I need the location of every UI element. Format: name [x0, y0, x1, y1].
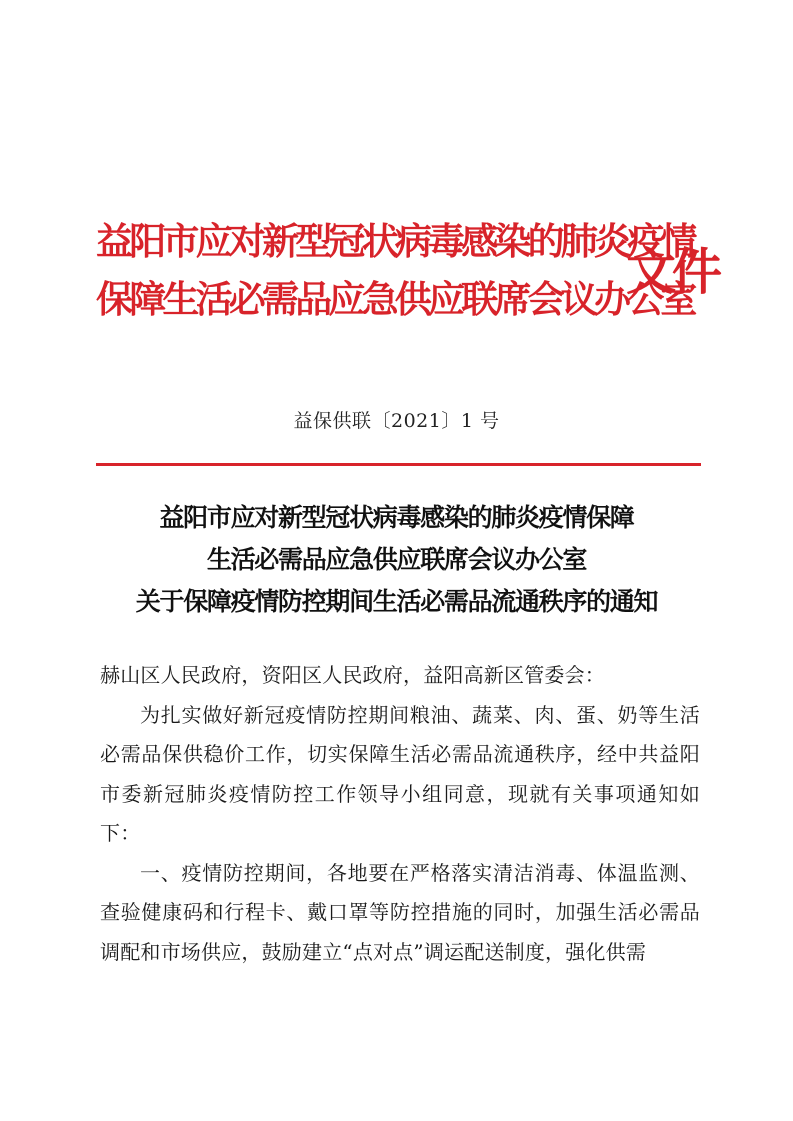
body-paragraph-2: 一、疫情防控期间，各地要在严格落实清洁消毒、体温监测、查验健康码和行程卡、戴口罩等防控措施的同时，加强生活必需品调配和市场供应，鼓励建立“点对点”调运配送制度，强化供需: [100, 860, 700, 964]
notice-title-line2: 生活必需品应急供应联席会议办公室: [206, 545, 587, 574]
document-number: 益保供联〔2021〕1 号: [293, 410, 500, 432]
body-paragraph-1: 为扎实做好新冠疫情防控期间粮油、蔬菜、肉、蛋、奶等生活必需品保供稳价工作，切实保障生活必需品流通秩序，经中共益阳市委新冠肺炎疫情防控工作领导小组同意，现就有关事项通知如下：: [100, 702, 700, 845]
notice-body: [100, 656, 700, 972]
recipients-line: 赫山区人民政府，资阳区人民政府，益阳高新区管委会：: [100, 663, 605, 687]
issuing-organization-line1: 益阳市应对新型冠状病毒感染的肺炎疫情: [96, 219, 694, 263]
issuing-organization-line2: 保障生活必需品应急供应联席会议办公室: [96, 277, 694, 321]
document-type-label: 文件: [626, 242, 718, 301]
red-divider-line: [96, 463, 701, 466]
notice-title: [0, 497, 793, 623]
notice-title-line3: 关于保障疫情防控期间生活必需品流通秩序的通知: [135, 587, 658, 616]
document-header: [96, 212, 718, 342]
notice-title-line1: 益阳市应对新型冠状病毒感染的肺炎疫情保障: [159, 503, 634, 532]
